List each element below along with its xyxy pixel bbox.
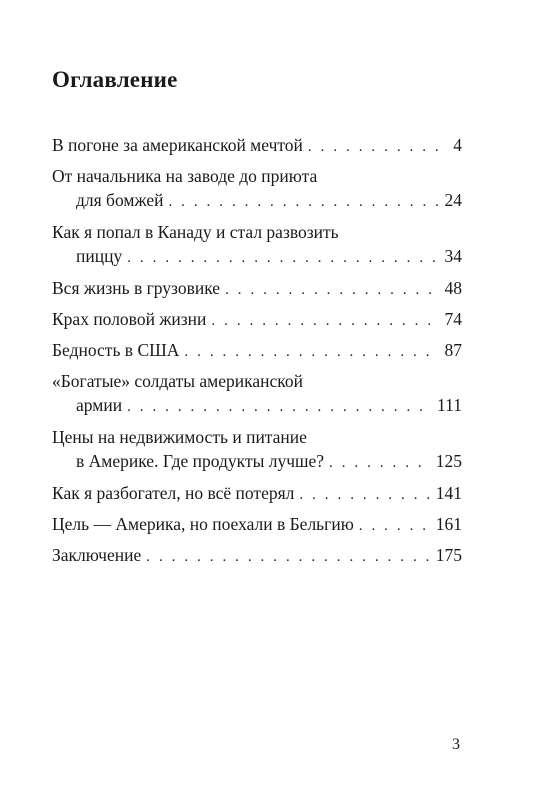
- toc-list: [52, 133, 462, 574]
- toc-entry-title: Крах половой жизни: [52, 309, 207, 329]
- toc-entry[interactable]: [52, 133, 462, 157]
- toc-dot-leader: [308, 135, 447, 159]
- toc-entry-title: Вся жизнь в грузовике: [52, 278, 221, 298]
- toc-dot-leader: [359, 514, 430, 538]
- toc-dot-leader: [211, 309, 438, 333]
- toc-entry[interactable]: [52, 543, 462, 567]
- toc-entry[interactable]: [52, 369, 462, 418]
- toc-entry-line: [52, 276, 462, 300]
- toc-entry[interactable]: [52, 481, 462, 505]
- toc-dot-leader: [329, 451, 430, 476]
- toc-entry-title: Цены на недвижимость и питание: [52, 427, 307, 447]
- toc-dot-leader: [146, 545, 430, 569]
- toc-entry-title: В погоне за американской мечтой: [52, 135, 303, 155]
- toc-entry-title-continued: для бомжей: [76, 190, 164, 210]
- toc-entry-page: 87: [444, 340, 462, 360]
- toc-entry-title-continued: пиццу: [76, 246, 123, 266]
- toc-entry-title: Как я попал в Канаду и стал развозить: [52, 222, 339, 242]
- toc-entry-line-continued: [52, 449, 462, 474]
- toc-entry-page: 111: [437, 395, 462, 415]
- toc-entry-page: 34: [444, 246, 462, 266]
- toc-entry[interactable]: [52, 307, 462, 331]
- toc-entry-title: Как я разбогател, но всё потерял: [52, 483, 295, 503]
- toc-entry-page: 48: [444, 278, 462, 298]
- page-number: 3: [452, 736, 460, 753]
- toc-dot-leader: [127, 246, 438, 271]
- toc-entry[interactable]: [52, 425, 462, 474]
- toc-entry-title-continued: армии: [76, 395, 123, 415]
- toc-entry-title: Цель — Америка, но поехали в Бельгию: [52, 514, 354, 534]
- toc-entry-line: [52, 307, 462, 331]
- toc-entry-line: [52, 369, 462, 393]
- toc-entry-line: [52, 338, 462, 362]
- toc-dot-leader: [168, 190, 438, 215]
- toc-entry-title-continued: в Америке. Где продукты лучше?: [76, 451, 325, 471]
- toc-entry-page: 141: [435, 483, 462, 503]
- toc-entry-page: 74: [444, 309, 462, 329]
- toc-entry-line: [52, 512, 462, 536]
- toc-entry-title: Бедность в США: [52, 340, 180, 360]
- toc-entry-line: [52, 543, 462, 567]
- toc-entry-line-continued: [52, 244, 462, 269]
- toc-dot-leader: [184, 340, 438, 364]
- toc-dot-leader: [299, 483, 429, 507]
- toc-entry-line: [52, 133, 462, 157]
- toc-entry-line: [52, 425, 462, 449]
- toc-entry-page: 4: [453, 135, 462, 155]
- toc-entry-line: [52, 481, 462, 505]
- toc-entry-page: 175: [435, 545, 462, 565]
- toc-heading: Оглавление: [52, 67, 178, 92]
- toc-entry-title: «Богатые» солдаты американской: [52, 371, 303, 391]
- toc-entry-page: 24: [444, 190, 462, 210]
- toc-entry-title: От начальника на заводе до приюта: [52, 166, 318, 186]
- toc-entry-line-continued: [52, 393, 462, 418]
- toc-entry-title: Заключение: [52, 545, 142, 565]
- toc-entry[interactable]: [52, 220, 462, 269]
- toc-entry-line: [52, 220, 462, 244]
- toc-entry[interactable]: [52, 338, 462, 362]
- toc-dot-leader: [127, 395, 431, 420]
- toc-dot-leader: [225, 278, 438, 302]
- toc-entry[interactable]: [52, 512, 462, 536]
- toc-entry-line-continued: [52, 188, 462, 213]
- toc-entry-page: 125: [435, 451, 462, 471]
- toc-entry-page: 161: [435, 514, 462, 534]
- toc-entry[interactable]: [52, 164, 462, 213]
- toc-entry-line: [52, 164, 462, 188]
- toc-entry[interactable]: [52, 276, 462, 300]
